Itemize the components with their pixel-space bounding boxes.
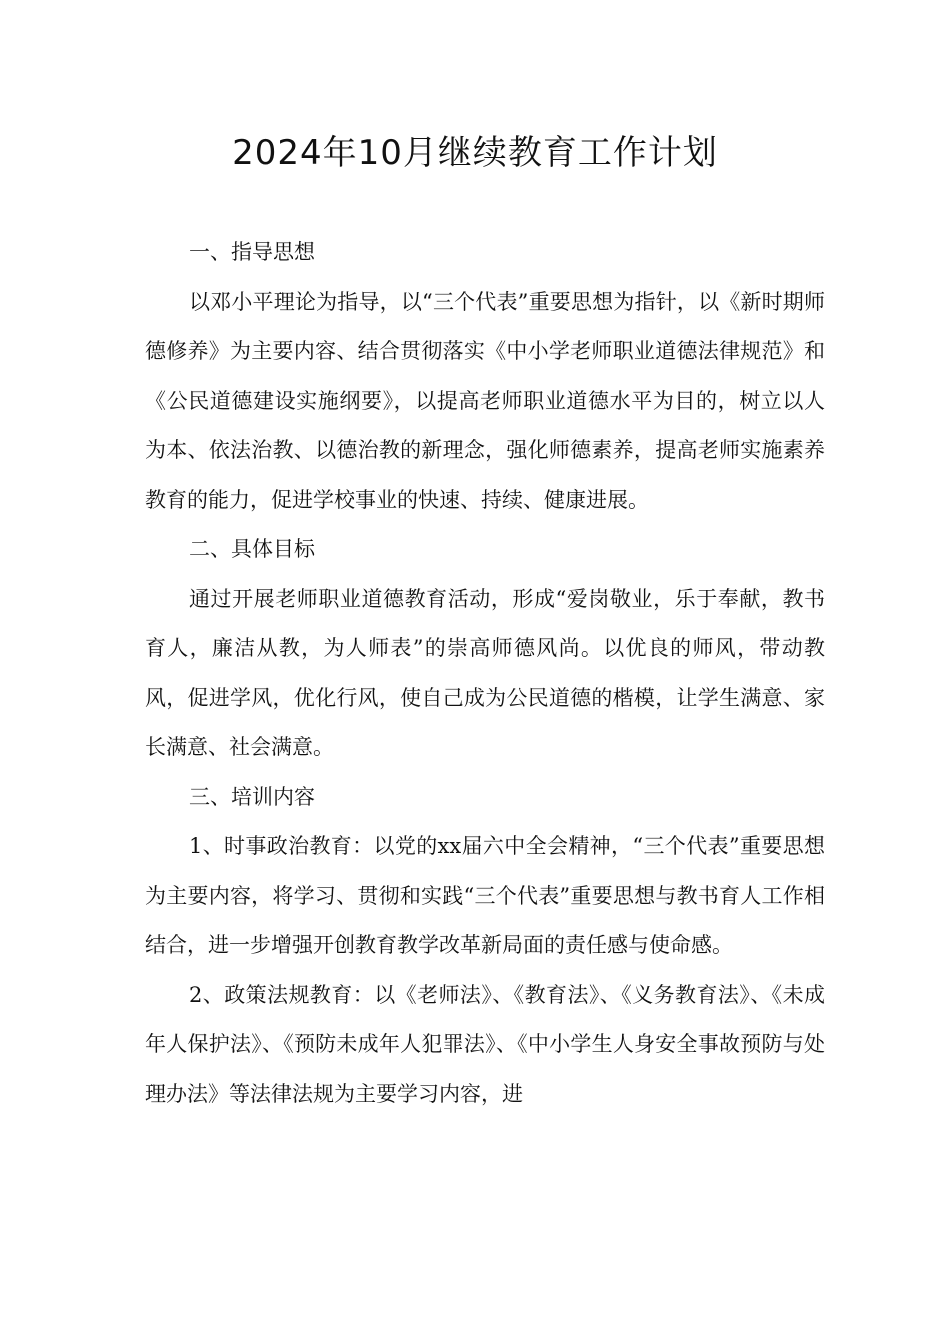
- paragraph-current-affairs-education: 1、时事政治教育：以党的xx届六中全会精神，“三个代表”重要思想为主要内容，将学习、贯彻和实践“三个代表”重要思想与教书育人工作相结合，进一步增强开创教育教学改革新局面的责任感与使命感。: [145, 834, 825, 957]
- paragraph-specific-goals: 通过开展老师职业道德教育活动，形成“爱岗敬业，乐于奉献，教书育人，廉洁从教，为人师表”的崇高师德风尚。以优良的师风，带动教风，促进学风，优化行风，使自己成为公民道德的楷模，让学生满意、家长满意、社会满意。: [145, 586, 825, 759]
- section-heading-guiding-ideology: 一、指导思想: [189, 240, 315, 264]
- paragraph-policy-law-education: 2、政策法规教育：以《老师法》、《教育法》、《义务教育法》、《未成年人保护法》、《预防未成年人犯罪法》、《中小学生人身安全事故预防与处理办法》等法律法规为主要学习内容，进: [145, 982, 825, 1106]
- document-body: [145, 228, 825, 1119]
- section-heading-training-content: 三、培训内容: [189, 784, 315, 809]
- paragraph-guiding-ideology: 以邓小平理论为指导，以“三个代表”重要思想为指针，以《新时期师德修养》为主要内容、结合贯彻落实《中小学老师职业道德法律规范》和《公民道德建设实施纲要》，以提高老师职业道德水平为目的，树立以人为本、依法治教、以德治教的新理念，强化师德素养，提高老师实施素养教育的能力，促进学校事业的快速、持续、健康进展。: [145, 289, 825, 512]
- section-heading-specific-goals: 二、具体目标: [189, 537, 315, 561]
- document-title: 2024年10月继续教育工作计划: [232, 133, 718, 173]
